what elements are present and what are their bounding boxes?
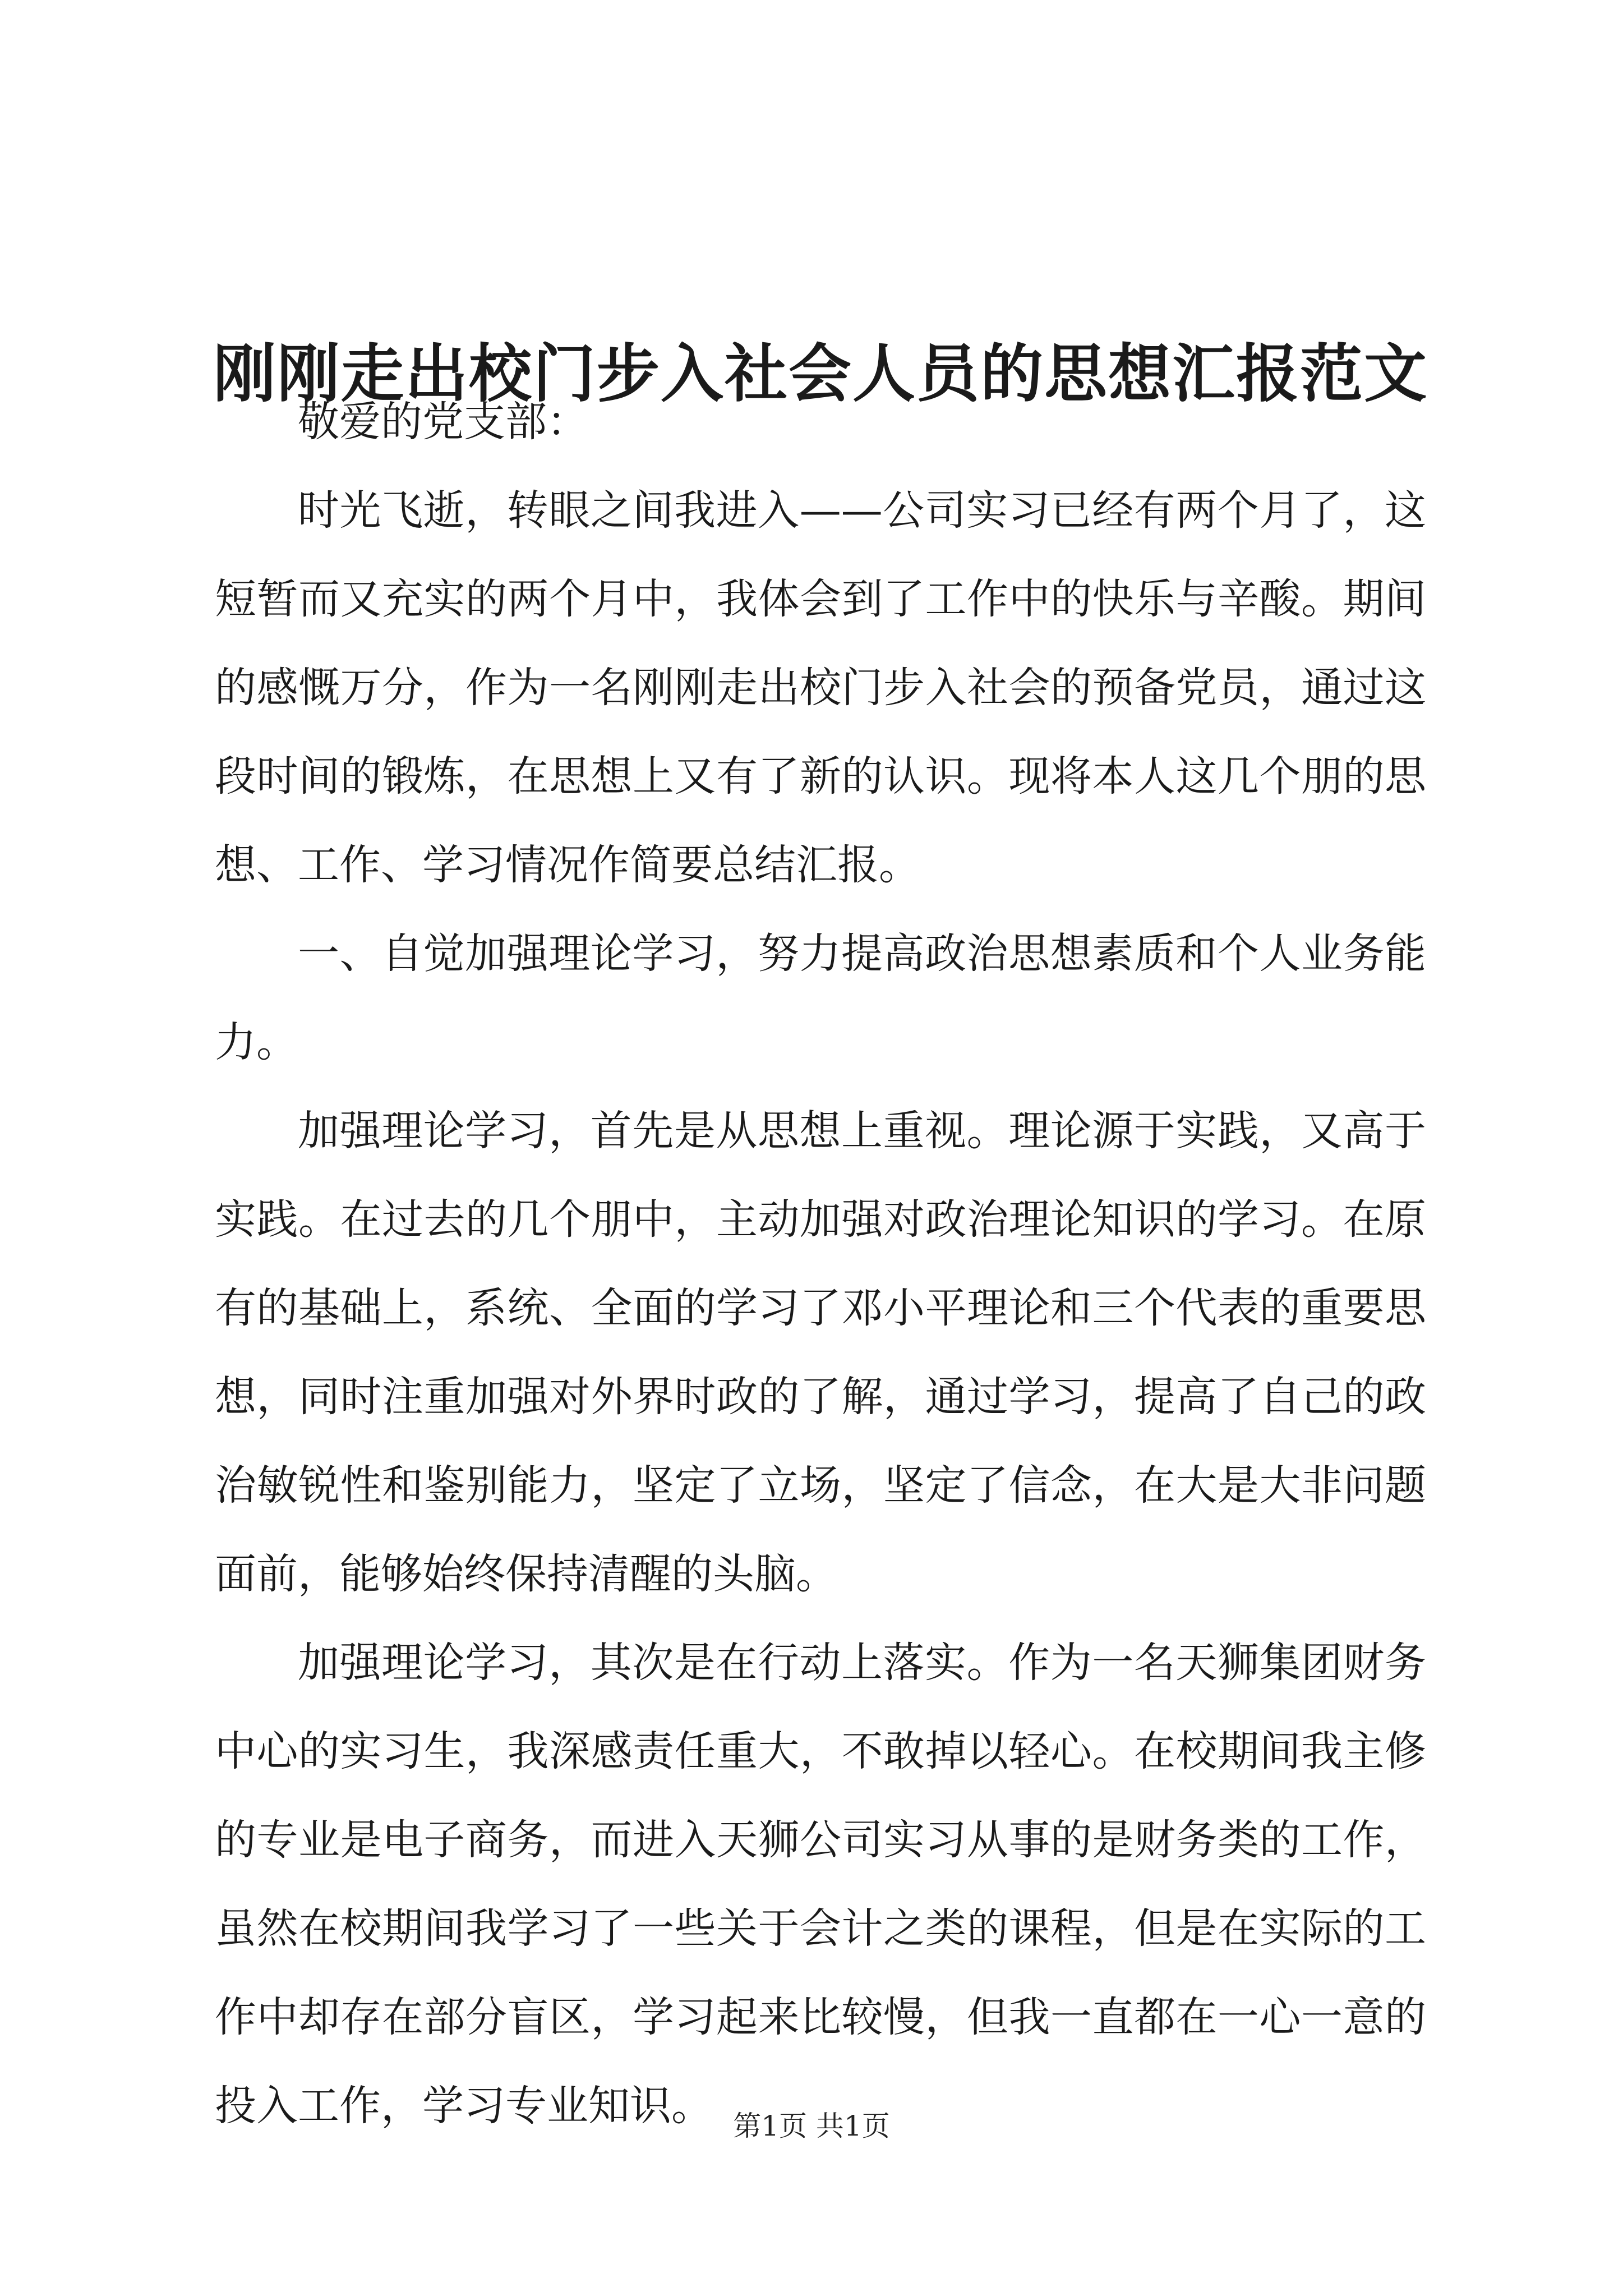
paragraph-theory-second: 加强理论学习，其次是在行动上落实。作为一名天狮集团财务中心的实习生，我深感责任重大，不敢掉以轻心。在校期间我主修的专业是电子商务，而进入天狮公司实习从事的是财务类的工作，虽然在校期间我学习了一些关于会计之类的课程，但是在实际的工作中却存在部分盲区，学习起来比较慢，但我一直都在一心一意的投入工作，学习专业知识。: [215, 1639, 1426, 2130]
paragraph-intro: 时光飞逝，转眼之间我进入——公司实习已经有两个月了，这短暂而又充实的两个月中，我体会到了工作中的快乐与辛酸。期间的感慨万分，作为一名刚刚走出校门步入社会的预备党员，通过这段时间的锻炼，在思想上又有了新的认识。现将本人这几个朋的思想、工作、学习情况作简要总结汇报。: [215, 486, 1426, 889]
page-footer: 第1页 共1页: [733, 2110, 890, 2142]
section-heading-1: 一、自觉加强理论学习，努力提高政治思想素质和个人业务能力。: [215, 930, 1426, 1066]
paragraph-theory-first: 加强理论学习，首先是从思想上重视。理论源于实践，又高于实践。在过去的几个朋中，主动加强对政治理论知识的学习。在原有的基础上，系统、全面的学习了邓小平理论和三个代表的重要思想，同时注重加强对外界时政的了解，通过学习，提高了自己的政治敏锐性和鉴别能力，坚定了立场，坚定了信念，在大是大非问题面前，能够始终保持清醒的头脑。: [215, 1107, 1426, 1598]
document-body: [215, 378, 1426, 2150]
document-title: 刚刚走出校门步入社会人员的思想汇报范文: [213, 337, 1428, 411]
salutation: 敬爱的党支部：: [298, 398, 588, 446]
